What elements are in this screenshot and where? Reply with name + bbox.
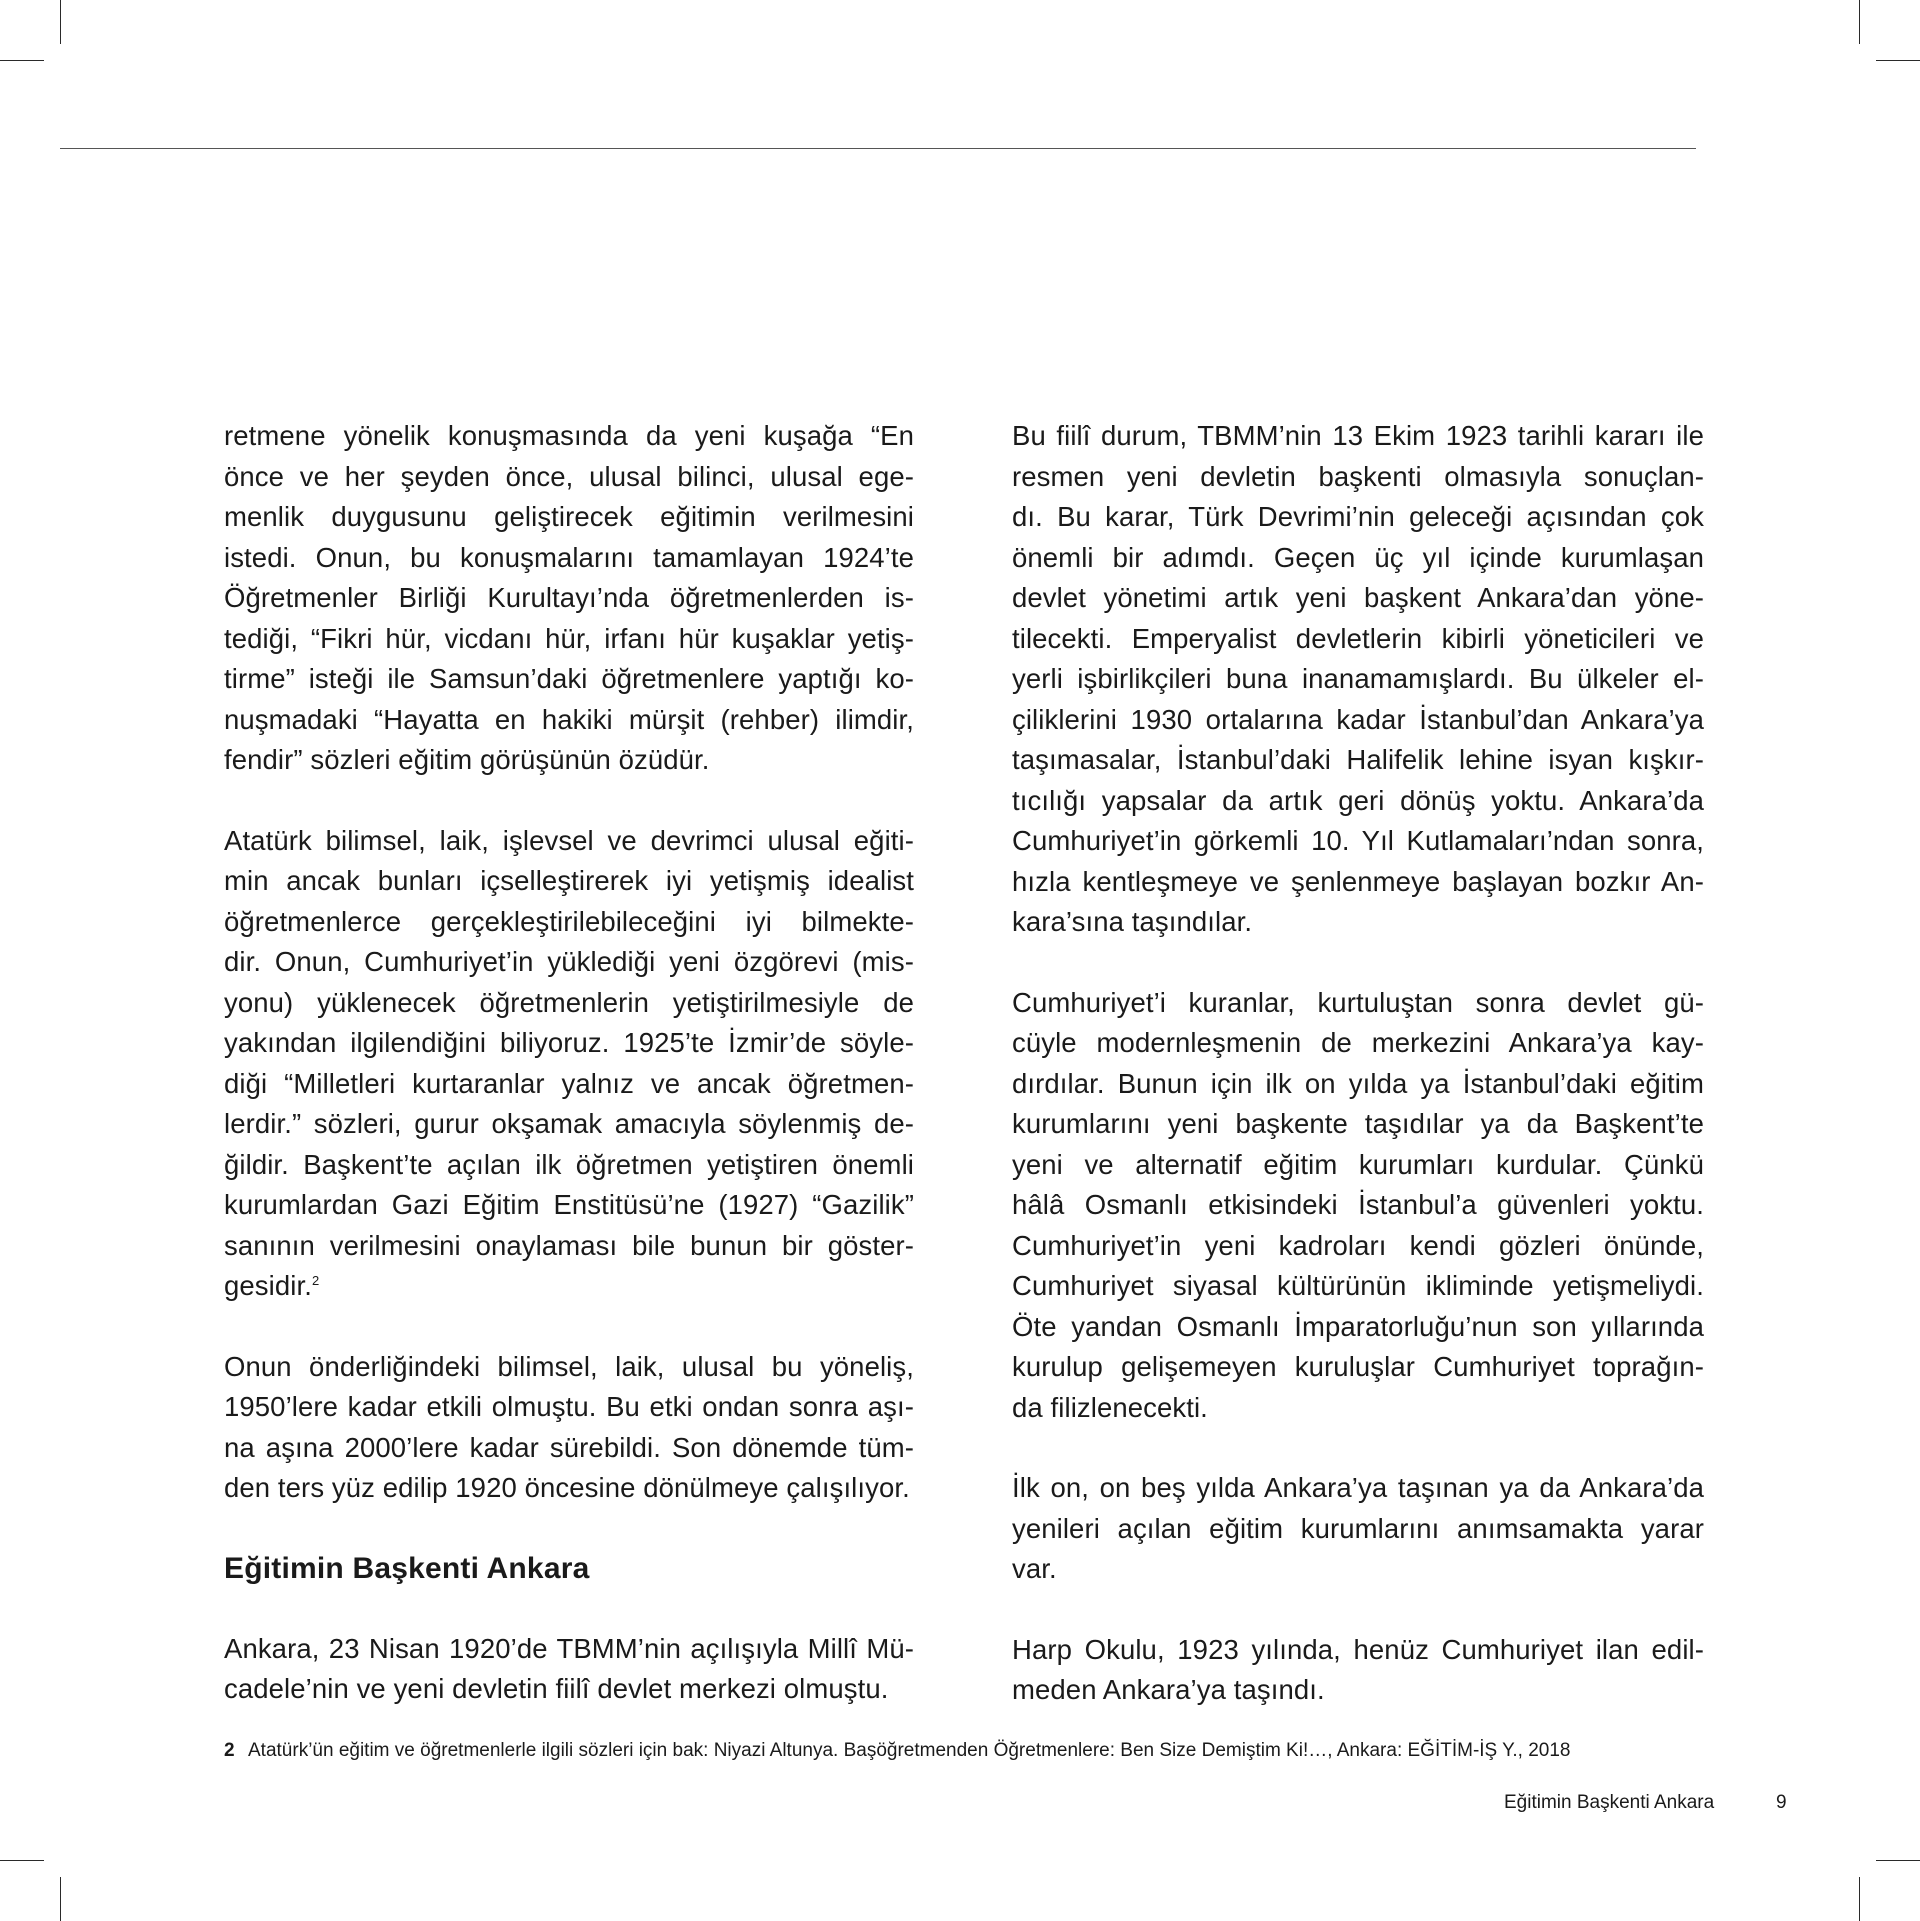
header-rule: [60, 148, 1696, 149]
footnote: [224, 1738, 1704, 1764]
text-line: yeni ve alternatif eğitim kurumları kurdular. Çünkü: [1012, 1148, 1704, 1180]
footnote-text: Atatürk’ün eğitim ve öğretmenlerle ilgili sözleri için bak: Niyazi Altunya. Başöğretmenden Öğretmenlere: Ben Size Demiştim Ki!…, Ankara: EĞİTİM-İŞ Y., 2018: [248, 1740, 1571, 1761]
text-line: dir. Onun, Cumhuriyet’in yüklediği yeni özgörevi (mis-: [224, 946, 914, 977]
crop-mark-top-left-horizontal: [0, 60, 44, 61]
crop-mark-bottom-right-vertical: [1859, 1877, 1860, 1921]
text-line: da filizlenecekti.: [1012, 1391, 1208, 1423]
text-line: Cumhuriyet’in yeni kadroları kendi gözleri önünde,: [1012, 1229, 1704, 1261]
text-line: önemli bir adımdı. Geçen üç yıl içinde kurumlaşan: [1012, 541, 1704, 573]
text-line: Harp Okulu, 1923 yılında, henüz Cumhuriyet ilan edil-: [1012, 1633, 1704, 1665]
text-line: dırdılar. Bunun için ilk on yılda ya İstanbul’daki eğitim: [1012, 1067, 1704, 1099]
left-paragraph-3: [224, 1347, 914, 1509]
crop-mark-bottom-left-horizontal: [0, 1860, 44, 1861]
right-paragraph-2: [1012, 983, 1704, 1429]
footnote-reference[interactable]: 2: [311, 1272, 320, 1288]
text-line: hızla kentleşmeye ve şenlenmeye başlayan bozkır An-: [1012, 865, 1704, 897]
text-line: devlet yönetimi artık yeni başkent Ankara’dan yöne-: [1012, 582, 1704, 613]
text-line: var.: [1012, 1553, 1057, 1584]
text-line: nuşmadaki “Hayatta en hakiki mürşit (rehber) ilimdir,: [224, 703, 914, 735]
right-paragraph-4: [1012, 1630, 1704, 1711]
page-number: 9: [1776, 1792, 1787, 1813]
right-paragraph-1: [1012, 416, 1704, 943]
left-paragraph-2: [224, 821, 914, 1307]
running-footer-title: Eğitimin Başkenti Ankara: [1504, 1792, 1715, 1813]
text-line: Cumhuriyet siyasal kültürünün ikliminde yetişmeliydi.: [1012, 1270, 1704, 1301]
text-line: ğildir. Başkent’te açılan ilk öğretmen yetiştiren önemli: [224, 1148, 914, 1180]
crop-mark-top-right-horizontal: [1876, 60, 1920, 61]
text-line: kurumlardan Gazi Eğitim Enstitüsü’ne (1927) “Gazilik”: [224, 1189, 914, 1220]
text-line: İlk on, on beş yılda Ankara’ya taşınan ya da Ankara’da: [1012, 1472, 1704, 1503]
crop-mark-bottom-right-horizontal: [1876, 1860, 1920, 1861]
text-line: tilecekti. Emperyalist devletlerin kibirli yöneticileri ve: [1012, 622, 1704, 654]
text-line: cadele’nin ve yeni devletin fiilî devlet merkezi olmuştu.: [224, 1673, 889, 1704]
text-line: önce ve her şeyden önce, ulusal bilinci, ulusal ege-: [224, 460, 914, 492]
text-line: yakından ilgilendiğini biliyoruz. 1925’te İzmir’de söyle-: [224, 1027, 914, 1058]
text-line: Bu fiilî durum, TBMM’nin 13 Ekim 1923 tarihli kararı ile: [1012, 420, 1704, 451]
text-line: lerdir.” sözleri, gurur okşamak amacıyla söylenmiş de-: [224, 1108, 914, 1139]
text-line: 1950’lere kadar etkili olmuştu. Bu etki ondan sonra aşı-: [224, 1391, 914, 1422]
crop-mark-bottom-left-vertical: [60, 1877, 61, 1921]
text-line: Cumhuriyet’i kuranlar, kurtuluştan sonra devlet gü-: [1012, 986, 1704, 1018]
text-line: istedi. Onun, bu konuşmalarını tamamlayan 1924’te: [224, 541, 914, 573]
text-line: diği “Milletleri kurtaranlar yalnız ve ancak öğretmen-: [224, 1067, 914, 1099]
text-line: cüyle modernleşmenin de merkezini Ankara’ya kay-: [1012, 1027, 1704, 1058]
text-line: tediği, “Fikri hür, vicdanı hür, irfanı hür kuşaklar yetiş-: [224, 622, 914, 654]
text-line: menlik duygusunu geliştirecek eğitimin verilmesini: [224, 501, 914, 532]
text-line: dı. Bu karar, Türk Devrimi’nin geleceği açısından çok: [1012, 501, 1704, 532]
text-line: taşımasalar, İstanbul’daki Halifelik lehine isyan kışkır-: [1012, 744, 1704, 775]
left-paragraph-after-heading: [224, 1629, 914, 1710]
text-line: kara’sına taşındılar.: [1012, 906, 1253, 937]
left-column: [224, 416, 914, 1750]
text-line: Onun önderliğindeki bilimsel, laik, ulusal bu yöneliş,: [224, 1350, 914, 1382]
text-line: gesidir.$^2$: [224, 1270, 320, 1301]
text-line: na aşına 2000’lere kadar sürebildi. Son dönemde tüm-: [224, 1431, 914, 1463]
text-line: Atatürk bilimsel, laik, işlevsel ve devrimci ulusal eğiti-: [224, 824, 914, 856]
text-line: fendir” sözleri eğitim görüşünün özüdür.: [224, 744, 710, 775]
text-line: hâlâ Osmanlı etkisindeki İstanbul’a güvenleri yoktu.: [1012, 1189, 1704, 1220]
text-line: tıcılığı yapsalar da artık geri dönüş yoktu. Ankara’da: [1012, 784, 1704, 816]
text-line: tirme” isteği ile Samsun’daki öğretmenlere yaptığı ko-: [224, 663, 914, 694]
text-line: den ters yüz edilip 1920 öncesine dönülmeye çalışılıyor.: [224, 1472, 910, 1503]
text-line: resmen yeni devletin başkenti olmasıyla sonuçlan-: [1012, 460, 1704, 492]
footnote-mark: 2: [224, 1740, 235, 1761]
text-line: sanının verilmesini onaylaması bile bunun bir göster-: [224, 1229, 914, 1261]
text-line: yenileri açılan eğitim kurumlarını anımsamakta yarar: [1012, 1512, 1704, 1544]
text-line: Öte yandan Osmanlı İmparatorluğu’nun son yıllarında: [1012, 1310, 1704, 1342]
text-line: kurumlarını yeni başkente taşıdılar ya da Başkent’te: [1012, 1108, 1704, 1139]
text-line: retmene yönelik konuşmasında da yeni kuşağa “En: [224, 420, 914, 451]
text-line: Öğretmenler Birliği Kurultayı’nda öğretmenlerden is-: [224, 582, 914, 613]
text-line: min ancak bunları içselleştirerek iyi yetişmiş idealist: [224, 865, 914, 896]
text-line: öğretmenlerce gerçekleştirilebileceğini iyi bilmekte-: [224, 905, 914, 937]
text-line: kurulup gelişemeyen kuruluşlar Cumhuriyet toprağın-: [1012, 1351, 1704, 1382]
text-line: yonu) yüklenecek öğretmenlerin yetiştirilmesiyle de: [224, 986, 914, 1018]
text-line: çiliklerini 1930 ortalarına kadar İstanbul’dan Ankara’ya: [1012, 703, 1704, 735]
text-line: meden Ankara’ya taşındı.: [1012, 1674, 1325, 1705]
crop-mark-top-left-vertical: [60, 0, 61, 44]
text-line: Ankara, 23 Nisan 1920’de TBMM’nin açılışıyla Millî Mü-: [224, 1632, 914, 1664]
section-heading: Eğitimin Başkenti Ankara: [224, 1551, 590, 1585]
crop-mark-top-right-vertical: [1859, 0, 1860, 44]
left-paragraph-1: [224, 416, 914, 781]
text-line: yerli işbirlikçileri buna inanamamışlardı. Bu ülkeler el-: [1012, 663, 1704, 694]
right-column: [1012, 416, 1704, 1751]
right-paragraph-3: [1012, 1468, 1704, 1590]
text-line: Cumhuriyet’in görkemli 10. Yıl Kutlamaları’ndan sonra,: [1012, 825, 1704, 856]
